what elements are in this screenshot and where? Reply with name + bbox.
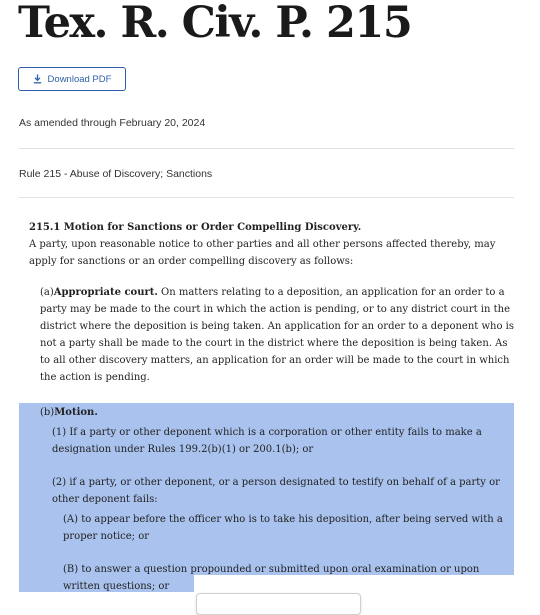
section-heading: 215.1 Motion for Sanctions or Order Compelling Discovery. <box>29 222 362 233</box>
divider <box>19 148 514 149</box>
download-icon <box>33 74 42 84</box>
page-title: Tex. R. Civ. P. 215 <box>18 0 412 48</box>
divider <box>19 197 514 198</box>
para-b-title: Motion. <box>54 407 98 418</box>
para-a-text: On matters relating to a deposition, an application for an order to a party may be made to the court in which the action is pending, or to any district court in the district where the deposition is being taken. An application for an order to a deponent who is not a party shall be made to the court in the district where the deposition is being taken. As to all other discovery matters, an application for an order will be made to the court in which the action is pending. <box>40 287 514 383</box>
paragraph-b-2-A: (A) to appear before the officer who is to take his deposition, after being served with a proper notice; or <box>63 514 503 542</box>
paragraph-b-heading <box>40 404 98 421</box>
para-b-marker: (b) <box>40 407 55 418</box>
amended-date: As amended through February 20, 2024 <box>19 117 206 129</box>
paragraph-b-2: (2) if a party, or other deponent, or a person designated to testify on behalf of a party or other deponent fails: <box>52 477 500 505</box>
floating-toolbar[interactable] <box>196 593 361 615</box>
paragraph-b-1: (1) If a party or other deponent which is a corporation or other entity fails to make a designation under Rules 199.2(b)(1) or 200.1(b); or <box>52 427 482 455</box>
paragraph-b-2-B: (B) to answer a question propounded or submitted upon oral examination or upon written questions; or <box>63 564 480 592</box>
download-pdf-label: Download PDF <box>47 73 112 85</box>
paragraph-a <box>40 284 516 386</box>
para-a-marker: (a) <box>40 287 54 298</box>
section-body: A party, upon reasonable notice to other parties and all other persons affected thereby, may apply for sanctions or an order compelling discovery as follows: <box>29 239 496 267</box>
download-pdf-button[interactable] <box>18 67 126 91</box>
para-a-title: Appropriate court. <box>53 287 158 298</box>
rule-heading: Rule 215 - Abuse of Discovery; Sanctions <box>19 168 213 180</box>
